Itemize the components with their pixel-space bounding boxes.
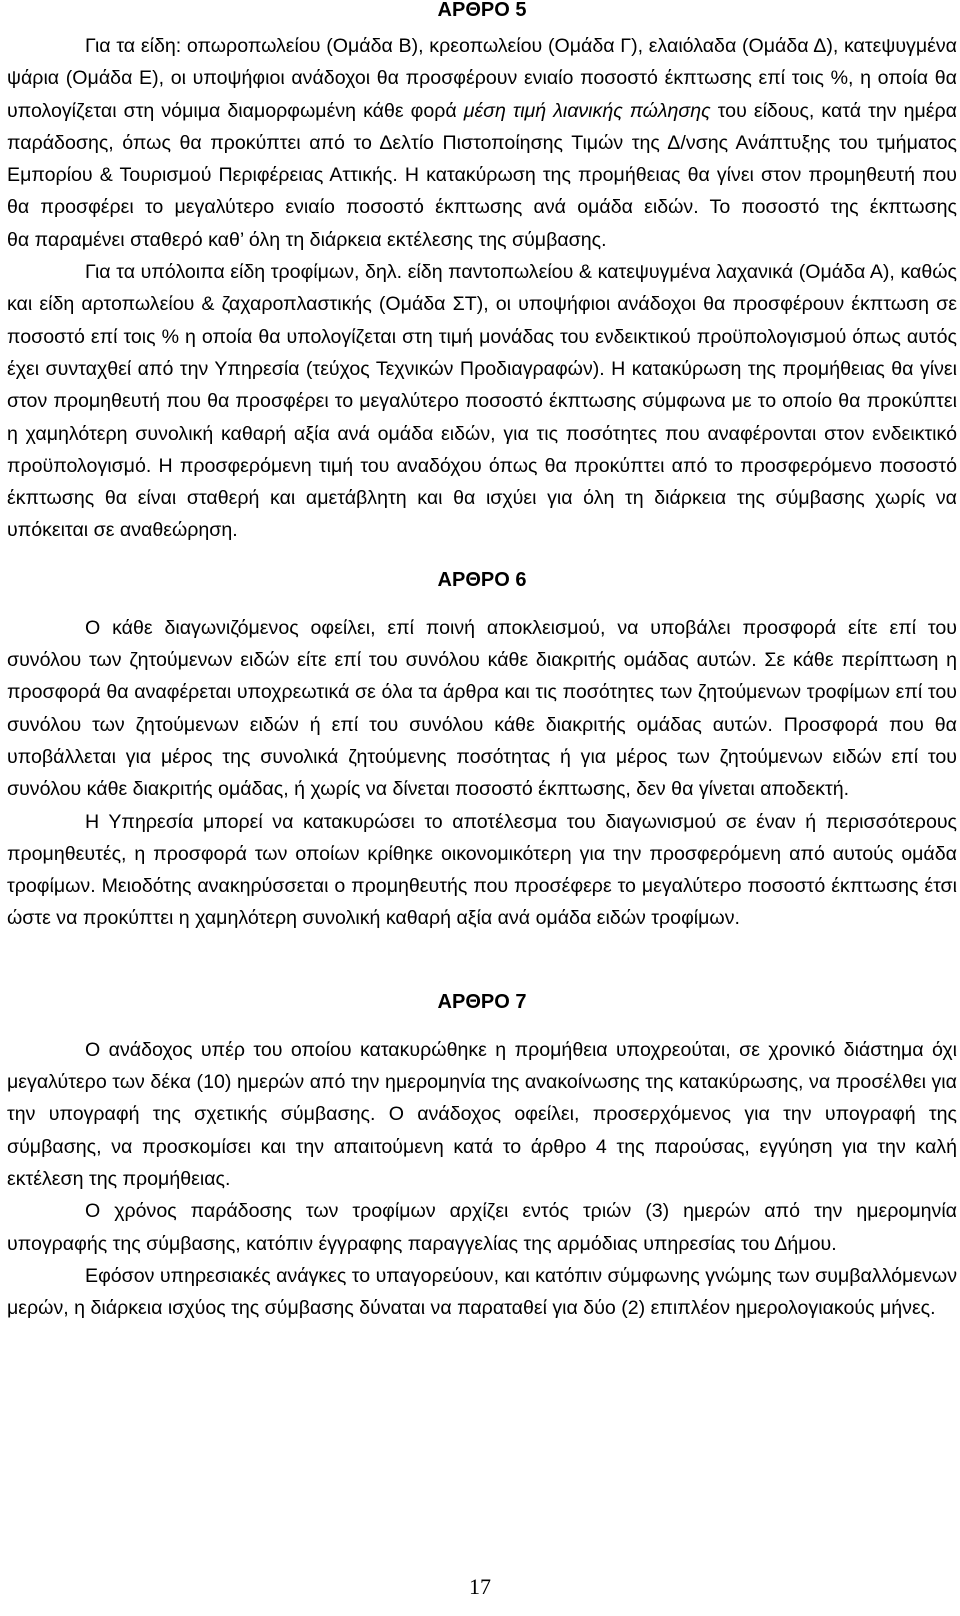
article-6-paragraph-2: Η Υπηρεσία μπορεί να κατακυρώσει το αποτέλεσμα του διαγωνισμού σε έναν ή περισσότερους προμηθευτές, η προσφορά των οποίων κρίθηκε οικονομικότερη για την προσφερόμενη από αυτούς ομάδα τροφίμων. Μειοδότης ανακηρύσσεται ο προμηθευτής που προσέφερε το μεγαλύτερο ποσοστό έκπτωσης έτσι ώστε να προκύπτει η χαμηλότερη συνολική καθαρή αξία ανά ομάδα ειδών τροφίμων. — [7, 810, 957, 930]
article-7-title: ΑΡΘΡΟ 7 — [437, 990, 527, 1013]
article-5-paragraph-2: Για τα υπόλοιπα είδη τροφίμων, δηλ. είδη παντοπωλείου & κατεψυγμένα λαχανικά (Ομάδα Α), καθώς και είδη αρτοπωλείου & ζαχαροπλαστικής (Ομάδα ΣΤ), οι υποψήφιοι ανάδοχοι θα προσφέρουν έκπτωση σε ποσοστό επί τοις % η οποία θα υπολογίζεται στη τιμή μονάδας του ενδεικτικού προϋπολογισμού όπως αυτός έχει συνταχθεί από την Υπηρεσία (τεύχος Τεχνικών Προδιαγραφών). Η κατακύρωση της προμήθειας θα γίνει στον προμηθευτή που θα προσφέρει το μεγαλύτερο ποσοστό έκπτωσης σύμφωνα με το οποίο θα προκύπτει η χαμηλότερη συνολική καθαρή αξία ανά ομάδα ειδών, για τις ποσότητες που αναφέρονται στον ενδεικτικό προϋπολογισμό. Η προσφερόμενη τιμή του αναδόχου όπως θα προκύπτει από το προσφερόμενο ποσοστό έκπτωσης θα είναι σταθερή και αμετάβλητη και θα ισχύει για όλη τη διάρκεια της σύμβασης χωρίς να υπόκειται σε αναθεώρηση. — [7, 261, 957, 542]
article-5-title: ΑΡΘΡΟ 5 — [437, 0, 527, 21]
article-5-paragraph-1-text-continued: του είδους, κατά την ημέρα παράδοσης, όπως θα προκύπτει από το Δελτίο Πιστοποίησης Τιμών της Δ/νσης Ανάπτυξης του τμήματος Εμπορίου & Τουρισμού Περιφέρειας Αττικής. Η κατακύρωση της προμήθειας θα γίνει στον προμηθευτή που θα προσφέρει το μεγαλύτερο ενιαίο ποσοστό έκπτωσης ανά ομάδα ειδών. Το ποσοστό της έκπτωσης — [7, 99, 957, 219]
article-7-paragraph-2: Ο χρόνος παράδοσης των τροφίμων αρχίζει εντός τριών (3) ημερών από την ημερομηνία υπογραφής της σύμβασης, κατόπιν έγγραφης παραγγελίας της αρμόδιας υπηρεσίας του Δήμου. — [7, 1200, 957, 1255]
article-5-paragraph-1-last-line: θα παραμένει σταθερό καθ’ όλη τη διάρκεια εκτέλεσης της σύμβασης. — [7, 228, 607, 251]
article-5-paragraph-1-text: Για τα είδη: οπωροπωλείου (Ομάδα Β), κρεοπωλείου (Ομάδα Γ), ελαιόλαδα (Ομάδα Δ), κατεψυγμένα ψάρια (Ομάδα Ε), οι υποψήφιοι ανάδοχοι θα προσφέρουν ενιαίο ποσοστό έκπτωσης επί τοις %, η οποία θα υπολογίζεται στη νόμιμα διαμορφωμένη κάθε φορά — [7, 35, 957, 122]
article-7-paragraph-3: Εφόσον υπηρεσιακές ανάγκες το υπαγορεύουν, και κατόπιν σύμφωνης γνώμης των συμβαλλόμενων μερών, η διάρκεια ισχύος της σύμβασης δύναται να παραταθεί για δύο (2) επιπλέον ημερολογιακούς μήνες. — [7, 1264, 957, 1320]
page-number: 17 — [469, 1574, 491, 1599]
article-6-paragraph-1: Ο κάθε διαγωνιζόμενος οφείλει, επί ποινή αποκλεισμού, να υποβάλει προσφορά είτε επί του συνόλου των ζητούμενων ειδών είτε επί του συνόλου κάθε διακριτής ομάδας αυτών. Σε κάθε περίπτωση η προσφορά θα αναφέρεται υποχρεωτικά σε όλα τα άρθρα και τις ποσότητες των ζητούμενων τροφίμων επί του συνόλου των ζητούμενων ειδών ή επί του συνόλου κάθε διακριτής ομάδας αυτών. Προσφορά που θα υποβάλλεται για μέρος της συνολικά ζητούμενης ποσότητας ή για μέρος των ζητούμενων ειδών επί του συνόλου κάθε διακριτής ομάδας, ή χωρίς να δίνεται ποσοστό έκπτωσης, δεν θα γίνεται αποδεκτή. — [7, 616, 957, 801]
article-7-paragraph-1: Ο ανάδοχος υπέρ του οποίου κατακυρώθηκε η προμήθεια υποχρεούται, σε χρονικό διάστημα όχι μεγαλύτερο των δέκα (10) ημερών από την ημερομηνία της ανακοίνωσης της κατακύρωσης, να προσέλθει για την υπογραφή της σχετικής σύμβασης. Ο ανάδοχος οφείλει, προσερχόμενος για την υπογραφή της σύμβασης, να προσκομίσει και την απαιτούμενη κατά το άρθρο 4 της παρούσας, εγγύηση για την καλή εκτέλεση της προμήθειας. — [7, 1038, 957, 1190]
document-body — [7, 0, 957, 1324]
article-6-title: ΑΡΘΡΟ 6 — [437, 568, 527, 591]
article-5-paragraph-1 — [7, 30, 957, 256]
average-retail-price-emphasis: μέση τιμή λιανικής πώλησης — [463, 99, 711, 122]
